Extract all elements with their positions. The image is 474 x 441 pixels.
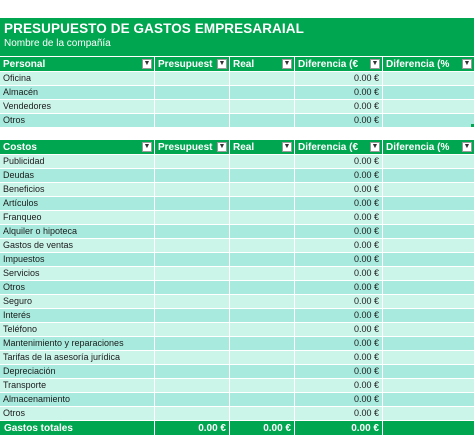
- personal-label-cell[interactable]: Oficina: [0, 72, 155, 86]
- costos-real-cell[interactable]: [230, 295, 295, 309]
- total-diferencia-pct[interactable]: [383, 421, 474, 436]
- personal-real-cell[interactable]: [230, 114, 295, 128]
- costos-real-cell[interactable]: [230, 337, 295, 351]
- costos-presupuesto-cell[interactable]: [155, 197, 230, 211]
- col-header-costos[interactable]: Costos ▼: [0, 140, 155, 155]
- costos-diferencia-cell[interactable]: 0.00 €: [295, 365, 383, 379]
- costos-diferencia-pct-cell[interactable]: [383, 281, 474, 295]
- costos-label-cell[interactable]: Impuestos: [0, 253, 155, 267]
- table-row: [0, 393, 474, 407]
- page-title: PRESUPUESTO DE GASTOS EMPRESARAIAL: [4, 21, 304, 36]
- costos-presupuesto-cell[interactable]: [155, 267, 230, 281]
- filter-dropdown-icon[interactable]: ▼: [283, 143, 291, 150]
- col-header-diferencia-eur[interactable]: Diferencia (€ ▼: [295, 57, 383, 72]
- costos-presupuesto-cell[interactable]: [155, 407, 230, 421]
- personal-label-cell[interactable]: Almacén: [0, 86, 155, 100]
- costos-diferencia-cell[interactable]: 0.00 €: [295, 253, 383, 267]
- personal-presupuesto-cell[interactable]: [155, 86, 230, 100]
- costos-real-cell[interactable]: [230, 155, 295, 169]
- costos-diferencia-cell[interactable]: 0.00 €: [295, 239, 383, 253]
- table-row: [0, 323, 474, 337]
- costos-diferencia-pct-cell[interactable]: [383, 267, 474, 281]
- costos-real-cell[interactable]: [230, 211, 295, 225]
- costos-label-cell[interactable]: Artículos: [0, 197, 155, 211]
- costos-diferencia-pct-cell[interactable]: [383, 309, 474, 323]
- costos-presupuesto-cell[interactable]: [155, 183, 230, 197]
- costos-diferencia-pct-cell[interactable]: [383, 337, 474, 351]
- personal-presupuesto-cell[interactable]: [155, 100, 230, 114]
- col-header-presupuesto[interactable]: Presupuest ▼: [155, 57, 230, 72]
- filter-dropdown-icon[interactable]: ▼: [218, 60, 226, 67]
- costos-presupuesto-cell[interactable]: [155, 323, 230, 337]
- costos-diferencia-pct-cell[interactable]: [383, 365, 474, 379]
- costos-diferencia-pct-cell[interactable]: [383, 379, 474, 393]
- costos-real-cell[interactable]: [230, 281, 295, 295]
- costos-diferencia-cell[interactable]: 0.00 €: [295, 337, 383, 351]
- costos-diferencia-pct-cell[interactable]: [383, 239, 474, 253]
- costos-real-cell[interactable]: [230, 407, 295, 421]
- col-header-presupuesto[interactable]: Presupuest ▼: [155, 140, 230, 155]
- costos-presupuesto-cell[interactable]: [155, 281, 230, 295]
- costos-real-cell[interactable]: [230, 239, 295, 253]
- costos-real-cell[interactable]: [230, 393, 295, 407]
- filter-dropdown-icon[interactable]: ▼: [218, 143, 226, 150]
- costos-diferencia-pct-cell[interactable]: [383, 225, 474, 239]
- col-header-personal[interactable]: Personal ▼: [0, 57, 155, 72]
- costos-label-cell[interactable]: Deudas: [0, 169, 155, 183]
- table-row: [0, 211, 474, 225]
- costos-diferencia-cell[interactable]: 0.00 €: [295, 393, 383, 407]
- costos-real-cell[interactable]: [230, 309, 295, 323]
- costos-diferencia-cell[interactable]: 0.00 €: [295, 225, 383, 239]
- company-name[interactable]: Nombre de la compañía: [4, 38, 111, 49]
- table-row: [0, 86, 474, 100]
- costos-label-cell[interactable]: Alquiler o hipoteca: [0, 225, 155, 239]
- costos-diferencia-cell[interactable]: 0.00 €: [295, 407, 383, 421]
- filter-dropdown-icon[interactable]: ▼: [143, 143, 151, 150]
- costos-presupuesto-cell[interactable]: [155, 239, 230, 253]
- personal-diferencia-pct-cell[interactable]: [383, 100, 474, 114]
- costos-real-cell[interactable]: [230, 197, 295, 211]
- personal-real-cell[interactable]: [230, 86, 295, 100]
- costos-presupuesto-cell[interactable]: [155, 225, 230, 239]
- table-row: [0, 183, 474, 197]
- costos-presupuesto-cell[interactable]: [155, 393, 230, 407]
- costos-presupuesto-cell[interactable]: [155, 365, 230, 379]
- costos-real-cell[interactable]: [230, 351, 295, 365]
- costos-presupuesto-cell[interactable]: [155, 295, 230, 309]
- costos-presupuesto-cell[interactable]: [155, 309, 230, 323]
- personal-table: [0, 57, 474, 128]
- costos-diferencia-pct-cell[interactable]: [383, 155, 474, 169]
- costos-header-row: [0, 140, 474, 155]
- filter-dropdown-icon[interactable]: ▼: [143, 60, 151, 67]
- filter-dropdown-icon[interactable]: ▼: [463, 60, 471, 67]
- col-header-diferencia-eur[interactable]: Diferencia (€ ▼: [295, 140, 383, 155]
- table-row: [0, 337, 474, 351]
- table-row: [0, 253, 474, 267]
- total-diferencia[interactable]: 0.00 €: [295, 421, 383, 436]
- personal-presupuesto-cell[interactable]: [155, 72, 230, 86]
- personal-diferencia-cell[interactable]: 0.00 €: [295, 114, 383, 128]
- costos-diferencia-cell[interactable]: 0.00 €: [295, 169, 383, 183]
- col-header-diferencia-pct[interactable]: Diferencia (% ▼: [383, 140, 474, 155]
- costos-real-cell[interactable]: [230, 253, 295, 267]
- table-row: [0, 114, 474, 128]
- costos-diferencia-pct-cell[interactable]: [383, 211, 474, 225]
- table-row: [0, 379, 474, 393]
- table-row: [0, 100, 474, 114]
- costos-label-cell[interactable]: Otros: [0, 407, 155, 421]
- costos-presupuesto-cell[interactable]: [155, 379, 230, 393]
- table-row: [0, 407, 474, 421]
- costos-diferencia-cell[interactable]: 0.00 €: [295, 351, 383, 365]
- costos-diferencia-pct-cell[interactable]: [383, 253, 474, 267]
- costos-label-cell[interactable]: Beneficios: [0, 183, 155, 197]
- total-presupuesto[interactable]: 0.00 €: [155, 421, 230, 436]
- costos-label-cell[interactable]: Otros: [0, 281, 155, 295]
- costos-presupuesto-cell[interactable]: [155, 211, 230, 225]
- costos-presupuesto-cell[interactable]: [155, 337, 230, 351]
- costos-diferencia-cell[interactable]: 0.00 €: [295, 155, 383, 169]
- table-row: [0, 155, 474, 169]
- costos-diferencia-cell[interactable]: 0.00 €: [295, 267, 383, 281]
- table-row: [0, 309, 474, 323]
- personal-diferencia-pct-cell[interactable]: [383, 114, 474, 128]
- costos-label-cell[interactable]: Mantenimiento y reparaciones: [0, 337, 155, 351]
- table-row: [0, 295, 474, 309]
- costos-diferencia-pct-cell[interactable]: [383, 295, 474, 309]
- costos-diferencia-cell[interactable]: 0.00 €: [295, 295, 383, 309]
- costos-real-cell[interactable]: [230, 267, 295, 281]
- costos-diferencia-pct-cell[interactable]: [383, 351, 474, 365]
- filter-dropdown-icon[interactable]: ▼: [283, 60, 291, 67]
- title-block: [0, 18, 474, 56]
- costos-presupuesto-cell[interactable]: [155, 155, 230, 169]
- costos-real-cell[interactable]: [230, 169, 295, 183]
- costos-diferencia-pct-cell[interactable]: [383, 393, 474, 407]
- table-row: [0, 197, 474, 211]
- table-row: [0, 365, 474, 379]
- costos-diferencia-pct-cell[interactable]: [383, 183, 474, 197]
- costos-diferencia-pct-cell[interactable]: [383, 407, 474, 421]
- table-row: [0, 351, 474, 365]
- col-header-real[interactable]: Real ▼: [230, 57, 295, 72]
- personal-label-cell[interactable]: Otros: [0, 114, 155, 128]
- costos-label-cell[interactable]: Franqueo: [0, 211, 155, 225]
- costos-real-cell[interactable]: [230, 323, 295, 337]
- costos-real-cell[interactable]: [230, 183, 295, 197]
- table-row: [0, 267, 474, 281]
- costos-label-cell[interactable]: Transporte: [0, 379, 155, 393]
- costos-diferencia-cell[interactable]: 0.00 €: [295, 309, 383, 323]
- personal-diferencia-cell[interactable]: 0.00 €: [295, 86, 383, 100]
- costos-presupuesto-cell[interactable]: [155, 351, 230, 365]
- costos-diferencia-cell[interactable]: 0.00 €: [295, 379, 383, 393]
- costos-diferencia-cell[interactable]: 0.00 €: [295, 281, 383, 295]
- table-row: [0, 169, 474, 183]
- costos-diferencia-cell[interactable]: 0.00 €: [295, 323, 383, 337]
- costos-diferencia-cell[interactable]: 0.00 €: [295, 211, 383, 225]
- costos-label-cell[interactable]: Teléfono: [0, 323, 155, 337]
- costos-label-cell[interactable]: Seguro: [0, 295, 155, 309]
- costos-presupuesto-cell[interactable]: [155, 253, 230, 267]
- col-header-real[interactable]: Real ▼: [230, 140, 295, 155]
- personal-presupuesto-cell[interactable]: [155, 114, 230, 128]
- personal-diferencia-cell[interactable]: 0.00 €: [295, 100, 383, 114]
- costos-table: [0, 140, 474, 436]
- table-row: [0, 239, 474, 253]
- costos-presupuesto-cell[interactable]: [155, 169, 230, 183]
- costos-label-cell[interactable]: Almacenamiento: [0, 393, 155, 407]
- costos-real-cell[interactable]: [230, 365, 295, 379]
- total-real[interactable]: 0.00 €: [230, 421, 295, 436]
- totals-row: [0, 421, 474, 436]
- costos-label-cell[interactable]: Gastos de ventas: [0, 239, 155, 253]
- personal-header-row: [0, 57, 474, 72]
- table-row: [0, 72, 474, 86]
- personal-label-cell[interactable]: Vendedores: [0, 100, 155, 114]
- costos-label-cell[interactable]: Interés: [0, 309, 155, 323]
- costos-label-cell[interactable]: Tarifas de la asesoría jurídica: [0, 351, 155, 365]
- costos-label-cell[interactable]: Publicidad: [0, 155, 155, 169]
- filter-dropdown-icon[interactable]: ▼: [371, 60, 379, 67]
- filter-dropdown-icon[interactable]: ▼: [463, 143, 471, 150]
- costos-real-cell[interactable]: [230, 379, 295, 393]
- costos-diferencia-pct-cell[interactable]: [383, 169, 474, 183]
- costos-real-cell[interactable]: [230, 225, 295, 239]
- table-row: [0, 225, 474, 239]
- personal-diferencia-cell[interactable]: 0.00 €: [295, 72, 383, 86]
- filter-dropdown-icon[interactable]: ▼: [371, 143, 379, 150]
- costos-diferencia-pct-cell[interactable]: [383, 323, 474, 337]
- personal-real-cell[interactable]: [230, 72, 295, 86]
- personal-real-cell[interactable]: [230, 100, 295, 114]
- totals-label[interactable]: Gastos totales: [0, 421, 155, 436]
- costos-diferencia-pct-cell[interactable]: [383, 197, 474, 211]
- costos-diferencia-cell[interactable]: 0.00 €: [295, 183, 383, 197]
- personal-diferencia-pct-cell[interactable]: [383, 86, 474, 100]
- costos-label-cell[interactable]: Servicios: [0, 267, 155, 281]
- table-row: [0, 281, 474, 295]
- col-header-diferencia-pct[interactable]: Diferencia (% ▼: [383, 57, 474, 72]
- costos-label-cell[interactable]: Depreciación: [0, 365, 155, 379]
- costos-diferencia-cell[interactable]: 0.00 €: [295, 197, 383, 211]
- personal-diferencia-pct-cell[interactable]: [383, 72, 474, 86]
